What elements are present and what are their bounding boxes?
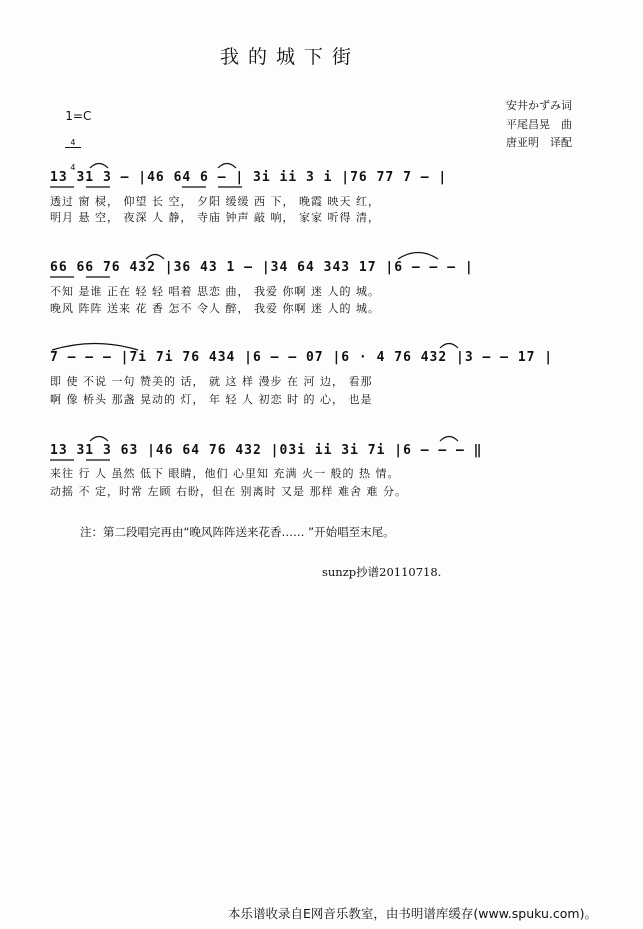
system-2-notes: 66 66 76 432 |36 43 1 – |34 64 343 17 |6 – – – | — [50, 260, 474, 275]
time-beats: 4 — [65, 139, 80, 148]
slur-mark — [218, 164, 236, 169]
performance-note: 注：第二段唱完再由“晚风阵阵送来花香…… ”开始唱至末尾。 — [80, 525, 395, 539]
slur-mark — [52, 344, 138, 351]
system-1-notes: 13 31 3 – |46 64 6 – | 3i ii 3 i |76 77 7 – | — [50, 170, 448, 185]
system-1-lyric-1: 透过 窗 棂， 仰望 长 空， 夕阳 缓缓 西 下， 晚霞 映天 红， — [50, 195, 380, 208]
slur-mark — [398, 253, 438, 260]
system-2-lyric-2: 晚风 阵阵 送来 花 香 怎不 令人 醉， 我爱 你啊 迷 人的 城。 — [50, 302, 380, 315]
source-footer: 本乐谱收录自E网音乐教室，由书明谱库缓存(www.spuku.com)。 — [228, 906, 597, 921]
transcriber-note: sunzp抄谱20110718. — [322, 565, 442, 579]
slur-mark — [440, 344, 458, 349]
credit-translator: 唐亚明 译配 — [506, 136, 572, 149]
system-3-notes: 7 – – – |7i 7i 76 434 |6 – – 07 |6 · 4 76 432 |3 – – 17 | — [50, 350, 554, 365]
credit-lyricist: 安井かずみ词 — [506, 99, 572, 112]
system-2-lyric-1: 不知 是谁 正在 轻 轻 唱着 思恋 曲， 我爱 你啊 迷 人的 城。 — [50, 285, 380, 298]
key-prefix: 1=C — [65, 109, 92, 123]
slur-mark — [146, 255, 164, 260]
system-3-lyric-2: 啊 像 桥头 那盏 晃动的 灯， 年 轻 人 初恋 时 的 心， 也是 — [50, 393, 373, 406]
system-4-notes: 13 31 3 63 |46 64 76 432 |03i ii 3i 7i |6 – – – ‖ — [50, 443, 483, 458]
system-4-lyric-2: 动摇 不 定，时常 左顾 右盼，但在 别离时 又是 那样 难舍 难 分。 — [50, 485, 407, 498]
time-unit: 4 — [70, 163, 76, 172]
system-1-lyric-2: 明月 悬 空， 夜深 人 静， 寺庙 钟声 敲 响， 家家 听得 清， — [50, 211, 380, 224]
slur-mark — [90, 164, 108, 169]
credit-composer: 平尾昌晃 曲 — [506, 118, 572, 131]
slur-mark — [90, 437, 108, 442]
slur-mark — [440, 437, 458, 442]
system-3-lyric-1: 即 使 不说 一句 赞美的 话， 就 这 样 漫步 在 河 边， 看那 — [50, 375, 373, 388]
song-title: 我的城下街 — [220, 46, 361, 68]
system-4-lyric-1: 来往 行 人 虽然 低下 眼睛，他们 心里知 充满 火一 般的 热 情。 — [50, 467, 400, 480]
